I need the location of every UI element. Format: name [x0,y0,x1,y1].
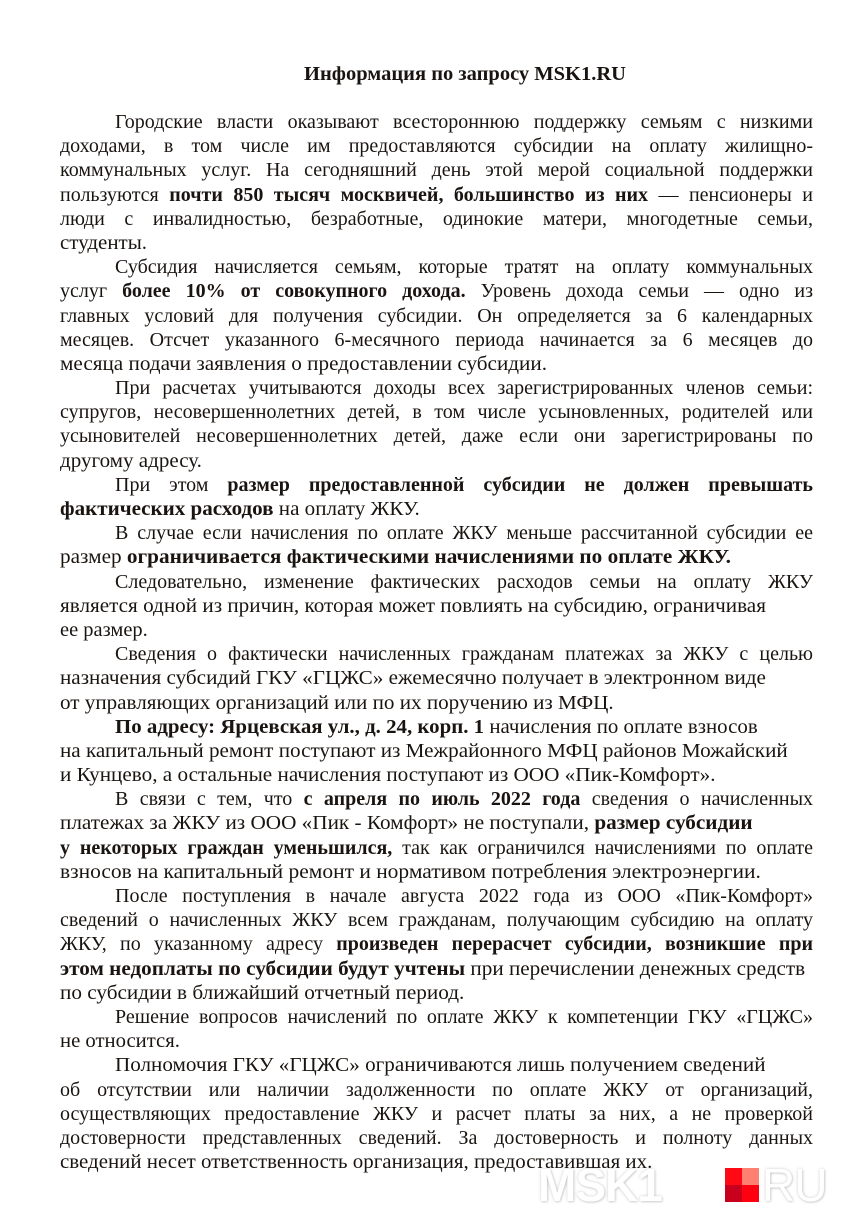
bold-text: По адресу: Ярцевская ул., д. 24, корп. 1 [115,715,485,738]
text-line: у некоторых граждан уменьшился, так как ограничился начислениями по оплате [60,836,813,859]
document-body [60,110,813,1174]
text-line: достоверности представленных сведений. За достоверность и полноту данных [60,1126,813,1149]
text-line: В случае если начисления по оплате ЖКУ меньше рассчитанной субсидии ее [115,522,813,545]
text-line: платежах за ЖКУ из ООО «Пик - Комфорт» не поступали, размер субсидии [60,812,753,835]
logo-square-tr [742,1168,759,1185]
text-line: По адресу: Ярцевская ул., д. 24, корп. 1 начисления по оплате взносов [115,715,758,738]
text-line: Сведения о фактически начисленных гражданам платежах за ЖКУ с целью [115,643,813,666]
text-line: студенты. [60,231,148,254]
text-line: другому адресу. [60,449,202,472]
msk1-watermark-logo [538,1159,838,1211]
document-title: Информация по запросу MSK1.RU [304,63,626,85]
watermark-text-msk1: MSK1 [538,1159,662,1211]
logo-square-icon [725,1168,759,1202]
bold-text: более 10% от совокупного дохода. [122,280,466,303]
text-line: При расчетах учитываются доходы всех зарегистрированных членов семьи: [115,377,813,400]
text-line: фактических расходов на оплату ЖКУ. [60,498,420,520]
text-line: Решение вопросов начислений по оплате ЖКУ к компетенции ГКУ «ГЦЖС» [115,1005,813,1028]
text-line: сведений о начисленных ЖКУ всем гражданам, получающим субсидию на оплату [60,909,813,932]
text-line: этом недоплаты по субсидии будут учтены при перечислении денежных средств [60,957,806,980]
text-line: В связи с тем, что с апреля по июль 2022 года сведения о начисленных [115,788,813,811]
text-line: супругов, несовершеннолетних детей, в том числе усыновленных, родителей или [60,401,813,424]
text-line: ЖКУ, по указанному адресу произведен перерасчет субсидии, возникшие при [60,933,813,956]
text-line: и Кунцево, а остальные начисления поступают из ООО «Пик-Комфорт». [60,764,716,787]
text-line: сведений несет ответственность организация, предоставившая их. [60,1151,653,1174]
text-line: взносов на капитальный ремонт и нормативом потребления электроэнергии. [60,860,761,883]
text-line: пользуются почти 850 тысяч москвичей, большинство из них — пенсионеры и [60,183,813,206]
text-line: является одной из причин, которая может повлиять на субсидию, ограничивая [60,594,766,617]
logo-square-bl [725,1185,742,1202]
text-line: После поступления в начале августа 2022 года из ООО «Пик-Комфорт» [115,885,813,907]
text-line: Полномочия ГКУ «ГЦЖС» ограничиваются лишь получением сведений [115,1054,766,1077]
text-line: При этом размер предоставленной субсидии не должен превышать [115,473,813,496]
bold-text: размер предоставленной субсидии не должен превышать [227,473,813,496]
bold-text: этом недоплаты по субсидии будут учтены [60,957,466,980]
text-line: назначения субсидий ГКУ «ГЦЖС» ежемесячно получает в электронном виде [60,667,766,690]
text-line: люди с инвалидностью, безработные, одинокие матери, многодетные семьи, [60,207,813,230]
bold-text: у некоторых граждан уменьшился, [60,836,393,859]
text-line: месяца подачи заявления о предоставлении субсидии. [60,352,548,375]
text-line: услуг более 10% от совокупного дохода. Уровень дохода семьи — одно из [60,280,813,303]
text-line: от управляющих организаций или по их поручению из МФЦ. [60,691,614,714]
text-line: главных условий для получения субсидии. Он определяется за 6 календарных [60,304,813,327]
bold-text: фактических расходов [60,498,274,520]
text-line: ее размер. [60,618,148,641]
watermark-text-ru: RU [762,1159,827,1211]
bold-text: ограничивается фактическими начислениями по оплате ЖКУ. [126,546,731,569]
text-line: осуществляющих предоставление ЖКУ и расчет платы за них, а не проверкой [60,1102,813,1125]
text-line: не относится. [60,1030,180,1053]
text-line: Следовательно, изменение фактических расходов семьи на оплату ЖКУ [115,570,813,593]
text-line: по субсидии в ближайший отчетный период. [60,981,465,1004]
text-line: об отсутствии или наличии задолженности по оплате ЖКУ от организаций, [60,1078,813,1101]
bold-text: с апреля по июль 2022 года [303,788,581,811]
text-line: на капитальный ремонт поступают из Межрайонного МФЦ районов Можайский [60,739,788,762]
bold-text: почти 850 тысяч москвичей, большинство из них [169,183,649,206]
text-line: усыновителей несовершеннолетних детей, даже если они зарегистрированы по [60,425,813,448]
bold-text: размер субсидии [594,812,753,835]
text-line: месяцев. Отсчет указанного 6-месячного периода начинается за 6 месяцев до [60,328,813,351]
text-line: размер ограничивается фактическими начислениями по оплате ЖКУ. [60,546,731,569]
logo-square-tl [725,1168,742,1185]
text-line: Городские власти оказывают всестороннюю поддержку семьям с низкими [115,111,813,133]
bold-text: произведен перерасчет субсидии, возникшие при [336,933,813,956]
text-line: коммунальных услуг. На сегодняшний день этой мерой социальной поддержки [60,159,813,182]
logo-square-br [742,1185,759,1202]
text-line: доходами, в том числе им предоставляются субсидии на оплату жилищно- [60,135,813,158]
text-line: Субсидия начисляется семьям, которые тратят на оплату коммунальных [115,256,813,279]
